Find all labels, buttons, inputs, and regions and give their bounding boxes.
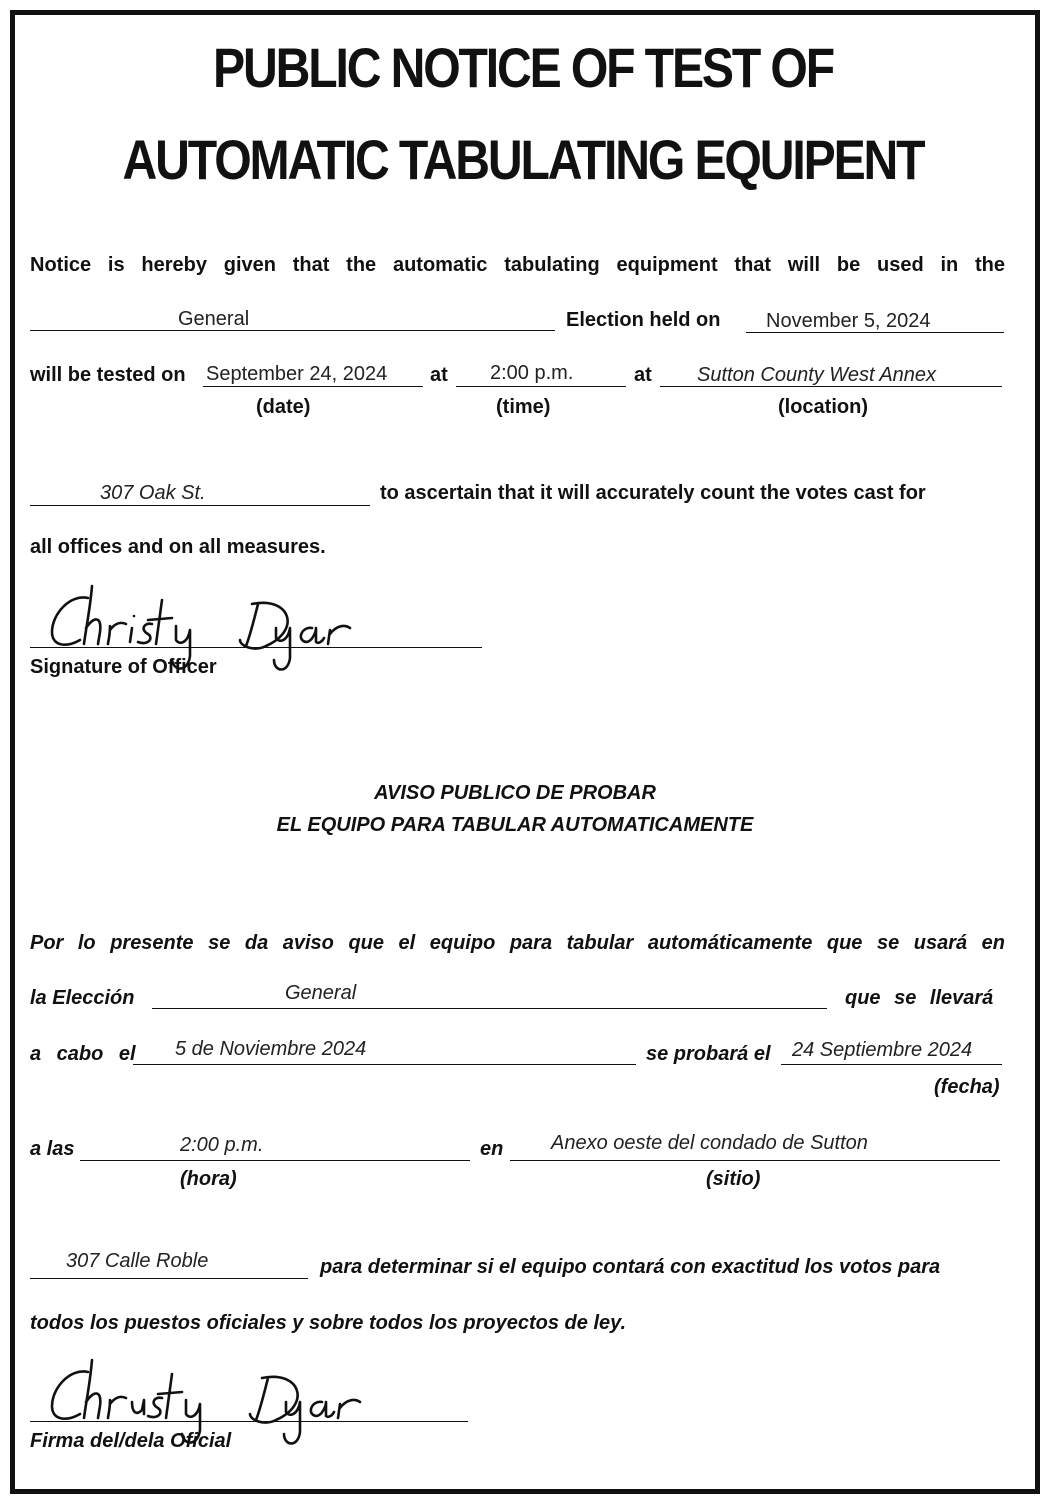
election-type-value: General xyxy=(178,308,250,330)
spanish-election-date-value: 5 de Noviembre 2024 xyxy=(175,1038,367,1060)
election-type-line xyxy=(30,330,555,331)
intro-text: Notice is hereby given that the automatic tabulating equipment that will be used in the xyxy=(30,254,1005,276)
will-be-tested-on-label: will be tested on xyxy=(30,364,186,386)
spanish-title-line-1: AVISO PUBLICO DE PROBAR xyxy=(374,782,656,804)
hora-caption: (hora) xyxy=(180,1168,237,1190)
location-value: Sutton County West Annex xyxy=(697,364,937,386)
address-value: 307 Oak St. xyxy=(100,482,206,504)
spanish-election-type-value: General xyxy=(285,982,357,1004)
todos-text: todos los puestos oficiales y sobre todos los proyectos de ley. xyxy=(30,1312,627,1334)
en-label: en xyxy=(480,1138,504,1160)
spanish-address-line xyxy=(30,1278,308,1279)
que-se-llevara-label: que se llevará xyxy=(845,987,994,1009)
spanish-test-date-line xyxy=(781,1064,1002,1065)
spanish-location-line xyxy=(510,1160,1000,1161)
se-probara-el-label: se probará el xyxy=(646,1043,771,1065)
spanish-address-value: 307 Calle Roble xyxy=(66,1250,209,1272)
date-caption: (date) xyxy=(256,396,311,418)
location-caption: (location) xyxy=(778,396,868,418)
spanish-election-type-line xyxy=(152,1008,827,1009)
ascertain-text: to ascertain that it will accurately count the votes cast for xyxy=(380,482,926,504)
sitio-caption: (sitio) xyxy=(706,1168,761,1190)
notice-title-line-2: AUTOMATIC TABULATING EQUIPENT xyxy=(122,128,924,191)
spanish-location-value: Anexo oeste del condado de Sutton xyxy=(551,1132,868,1154)
a-las-label: a las xyxy=(30,1138,75,1160)
all-offices-text: all offices and on all measures. xyxy=(30,536,326,558)
election-held-on-label: Election held on xyxy=(566,309,721,331)
spanish-election-date-line xyxy=(133,1064,636,1065)
test-time-value: 2:00 p.m. xyxy=(490,362,574,384)
at-label-2: at xyxy=(634,364,652,386)
spanish-test-time-value: 2:00 p.m. xyxy=(180,1134,264,1156)
notice-title-line-1: PUBLIC NOTICE OF TEST OF xyxy=(213,36,833,99)
test-date-line xyxy=(203,386,423,387)
a-cabo-el-label: a cabo el xyxy=(30,1043,136,1065)
spanish-test-date-value: 24 Septiembre 2024 xyxy=(792,1039,973,1061)
spanish-title-line-2: EL EQUIPO PARA TABULAR AUTOMATICAMENTE xyxy=(276,814,754,836)
determinar-text: para determinar si el equipo contará con exactitud los votos para xyxy=(320,1256,941,1278)
address-line xyxy=(30,505,370,506)
spanish-intro-text: Por lo presente se da aviso que el equipo para tabular automáticamente que se usará en xyxy=(30,932,1005,954)
spanish-test-time-line xyxy=(80,1160,470,1161)
test-date-value: September 24, 2024 xyxy=(206,363,388,385)
election-date-value: November 5, 2024 xyxy=(766,310,931,332)
spanish-signature-label: Firma del/dela Oficial xyxy=(30,1430,232,1452)
fecha-caption: (fecha) xyxy=(934,1076,1000,1098)
la-eleccion-label: la Elección xyxy=(30,987,135,1009)
test-time-line xyxy=(456,386,626,387)
at-label-1: at xyxy=(430,364,448,386)
signature-label: Signature of Officer xyxy=(30,656,217,678)
time-caption: (time) xyxy=(496,396,551,418)
